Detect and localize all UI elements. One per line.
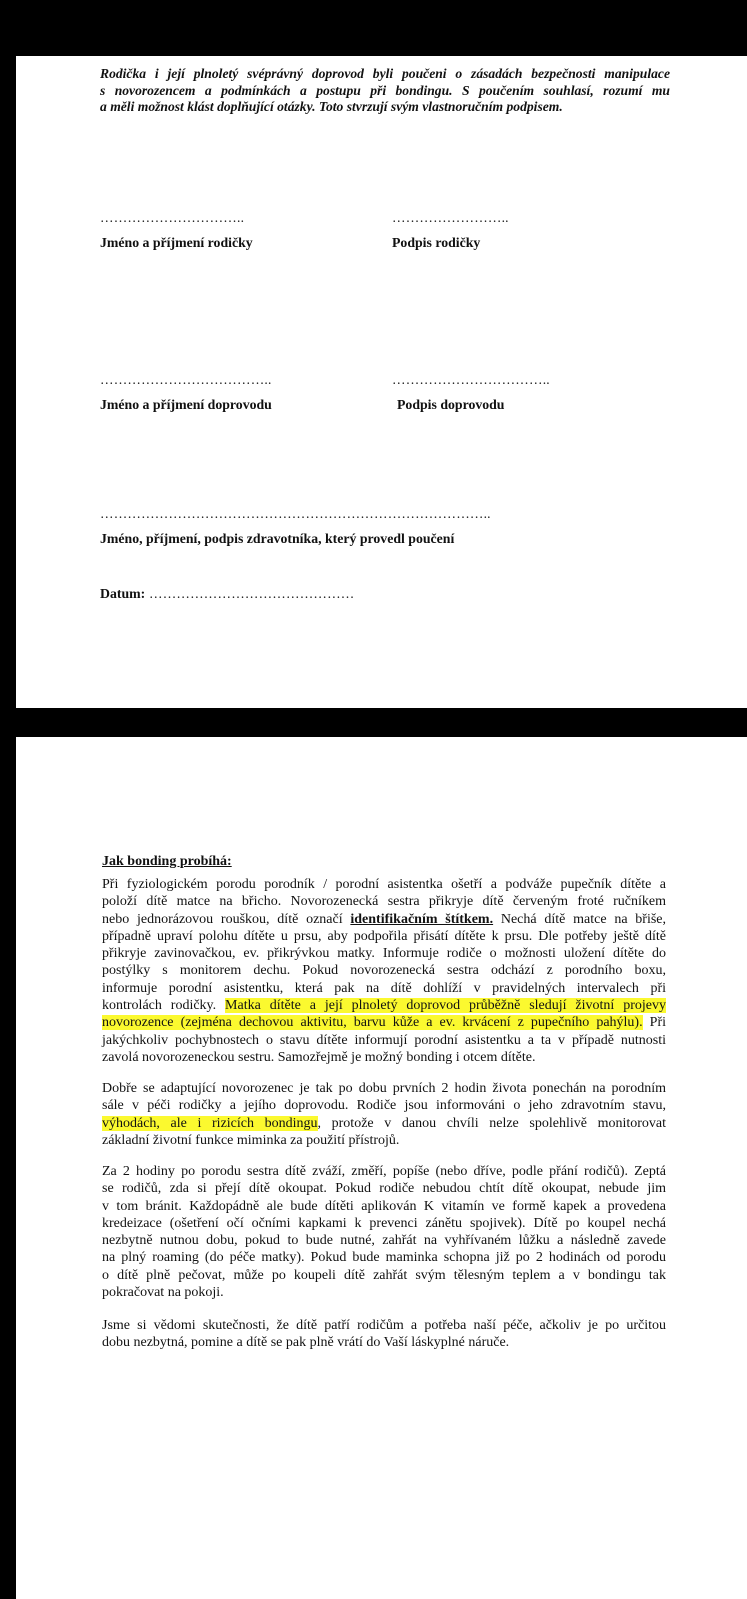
paragraph-line <box>102 997 666 1014</box>
staff-label: Jméno, příjmení, podpis zdravotníka, který provedl poučení <box>100 531 455 546</box>
text-run: , protože v danou chvíli nelze spolehlivě monitorovat <box>317 1115 666 1131</box>
paragraph-adaptation <box>102 1080 666 1149</box>
paragraph-line: Dobře se adaptující novorozenec je tak po dobu prvních 2 hodin života ponechán na porodním <box>102 1081 666 1096</box>
date-label: Datum: <box>100 586 146 601</box>
paragraph-closing <box>102 1317 666 1352</box>
paragraph-line: Jsme si vědomi skutečnosti, že dítě patří rodičům a potřeba naší péče, ačkoliv je po určitou <box>102 1318 666 1333</box>
highlighted-text: výhodách, ale i rizicích bondingu <box>102 1115 318 1131</box>
consent-line: s novorozencem a podmínkách a postupu při bondingu. S poučením souhlasí, rozumí mu <box>100 82 670 98</box>
paragraph-line: postýlky s monitorem dechu. Pokud novorozenecká sestra odchází z porodního boxu, <box>102 963 666 979</box>
text-run: nebo jednorázovou rouškou, dítě označí <box>102 911 351 927</box>
paragraph-line: případně upraví polohu dítěte u prsu, aby podpořila přisátí dítěte k prsu. Dle potřeby ještě dítě <box>102 928 666 944</box>
paragraph-line: dobu nezbytná, pomine a dítě se pak plně vrátí do Vaší láskyplné náruče. <box>102 1335 510 1351</box>
consent-statement <box>100 66 670 116</box>
paragraph-line: základní životní funkce miminka za použití přístrojů. <box>102 1132 400 1148</box>
date-line: ……………………………………… <box>149 586 355 601</box>
companion-signature-line: …………………………….. <box>392 372 550 387</box>
paragraph-line: pokračovat na pokoji. <box>102 1285 224 1301</box>
paragraph-line: přikryje zavinovačkou, ev. přikrývkou matky. Informuje rodiče o možnosti uložení dítěte do <box>102 946 666 962</box>
paragraph-line: o dítě plně pečovat, může po koupeli dítě zahřát svým tělesným teplem a v bondingu tak <box>102 1267 666 1283</box>
paragraph-line: Za 2 hodiny po porodu sestra dítě zváží, změří, popíše (nebo dříve, podle přání rodičů). Zeptá <box>102 1164 666 1179</box>
paragraph-line: kredeizace (ošetření očí očními kapkami k prevenci zánětu spojivek). Dítě po koupel nechá <box>102 1215 666 1231</box>
paragraph-line <box>102 911 666 928</box>
paragraph-line: na plný roaming (do péče matky). Pokud bude maminka schopna již po 2 hodinách od porodu <box>102 1250 666 1266</box>
paragraph-line: v tom bránit. Každopádně ale bude dítěti aplikován K vitamín ve formě kapek a provedena <box>102 1198 666 1214</box>
paragraph-line <box>102 1014 666 1031</box>
paragraph-line: Při fyziologickém porodu porodník / porodní asistentka ošetří a podváže pupečník dítěte a <box>102 877 666 892</box>
consent-line: Rodička i její plnoletý svéprávný doprovod byli poučeni o zásadách bezpečnosti manipulace <box>100 66 670 81</box>
id-label-emphasis: identifikačním štítkem. <box>350 911 494 927</box>
staff-signature-line: ………………………………………………………………………….. <box>100 506 491 521</box>
paragraph-line: jakýchkoliv pochybnostech o stavu dítěte informují porodní asistentku a ta v případě nutnosti <box>102 1032 666 1048</box>
section-heading: Jak bonding probíhá: <box>102 854 232 869</box>
mother-signature-line: …………………….. <box>392 210 509 225</box>
paragraph-line: informuje porodní asistentku, která pak na dítě dohlíží v pravidelných intervalech při <box>102 980 666 996</box>
paragraph-line: sále v péči rodičky a jejího doprovodu. Rodiče jsou informováni o jeho zdravotním stavu, <box>102 1098 666 1114</box>
text-run: Při <box>642 1015 667 1031</box>
paragraph-after-two-hours <box>102 1163 666 1301</box>
text-run: kontrolách rodičky. <box>102 998 226 1014</box>
highlighted-text: Matka dítěte a její plnoletý doprovod průběžně sledují životní projevy <box>225 998 666 1014</box>
paragraph-line: položí dítě matce na břicho. Novorozenecká sestra přikryje dítě červeným froté ručníkem <box>102 894 666 910</box>
companion-name-line: ……………………………….. <box>100 372 272 387</box>
consent-line: a měli možnost klást doplňující otázky. Toto stvrzují svým vlastnoručním podpisem. <box>100 99 563 114</box>
paragraph-line <box>102 1115 666 1132</box>
paragraph-line: zavolá novorozeneckou sestru. Samozřejmě je možný bonding i otcem dítěte. <box>102 1049 536 1065</box>
mother-signature-label: Podpis rodičky <box>392 235 481 250</box>
companion-name-label: Jméno a příjmení doprovodu <box>100 397 272 412</box>
text-run: Nechá dítě matce na břiše, <box>493 911 667 927</box>
mother-name-line: ………………………….. <box>100 210 245 225</box>
paragraph-line: nezbytně nutnou dobu, pokud to bude nutné, zahřát na vyhřívaném lůžku a následně zavede <box>102 1233 666 1249</box>
document-page-1 <box>16 56 747 708</box>
companion-signature-label: Podpis doprovodu <box>397 397 505 412</box>
paragraph-bonding-procedure <box>102 876 666 1066</box>
mother-name-label: Jméno a příjmení rodičky <box>100 235 253 250</box>
paragraph-line: se rodičů, zda si přejí dítě okoupat. Pokud rodiče nebudou chtít dítě okoupat, nebude jim <box>102 1181 666 1197</box>
highlighted-text: novorozence (zejména dechovou aktivitu, barvu kůže a ev. krvácení z pupečního pahýlu). <box>102 1015 643 1031</box>
document-page-2 <box>16 737 747 1599</box>
